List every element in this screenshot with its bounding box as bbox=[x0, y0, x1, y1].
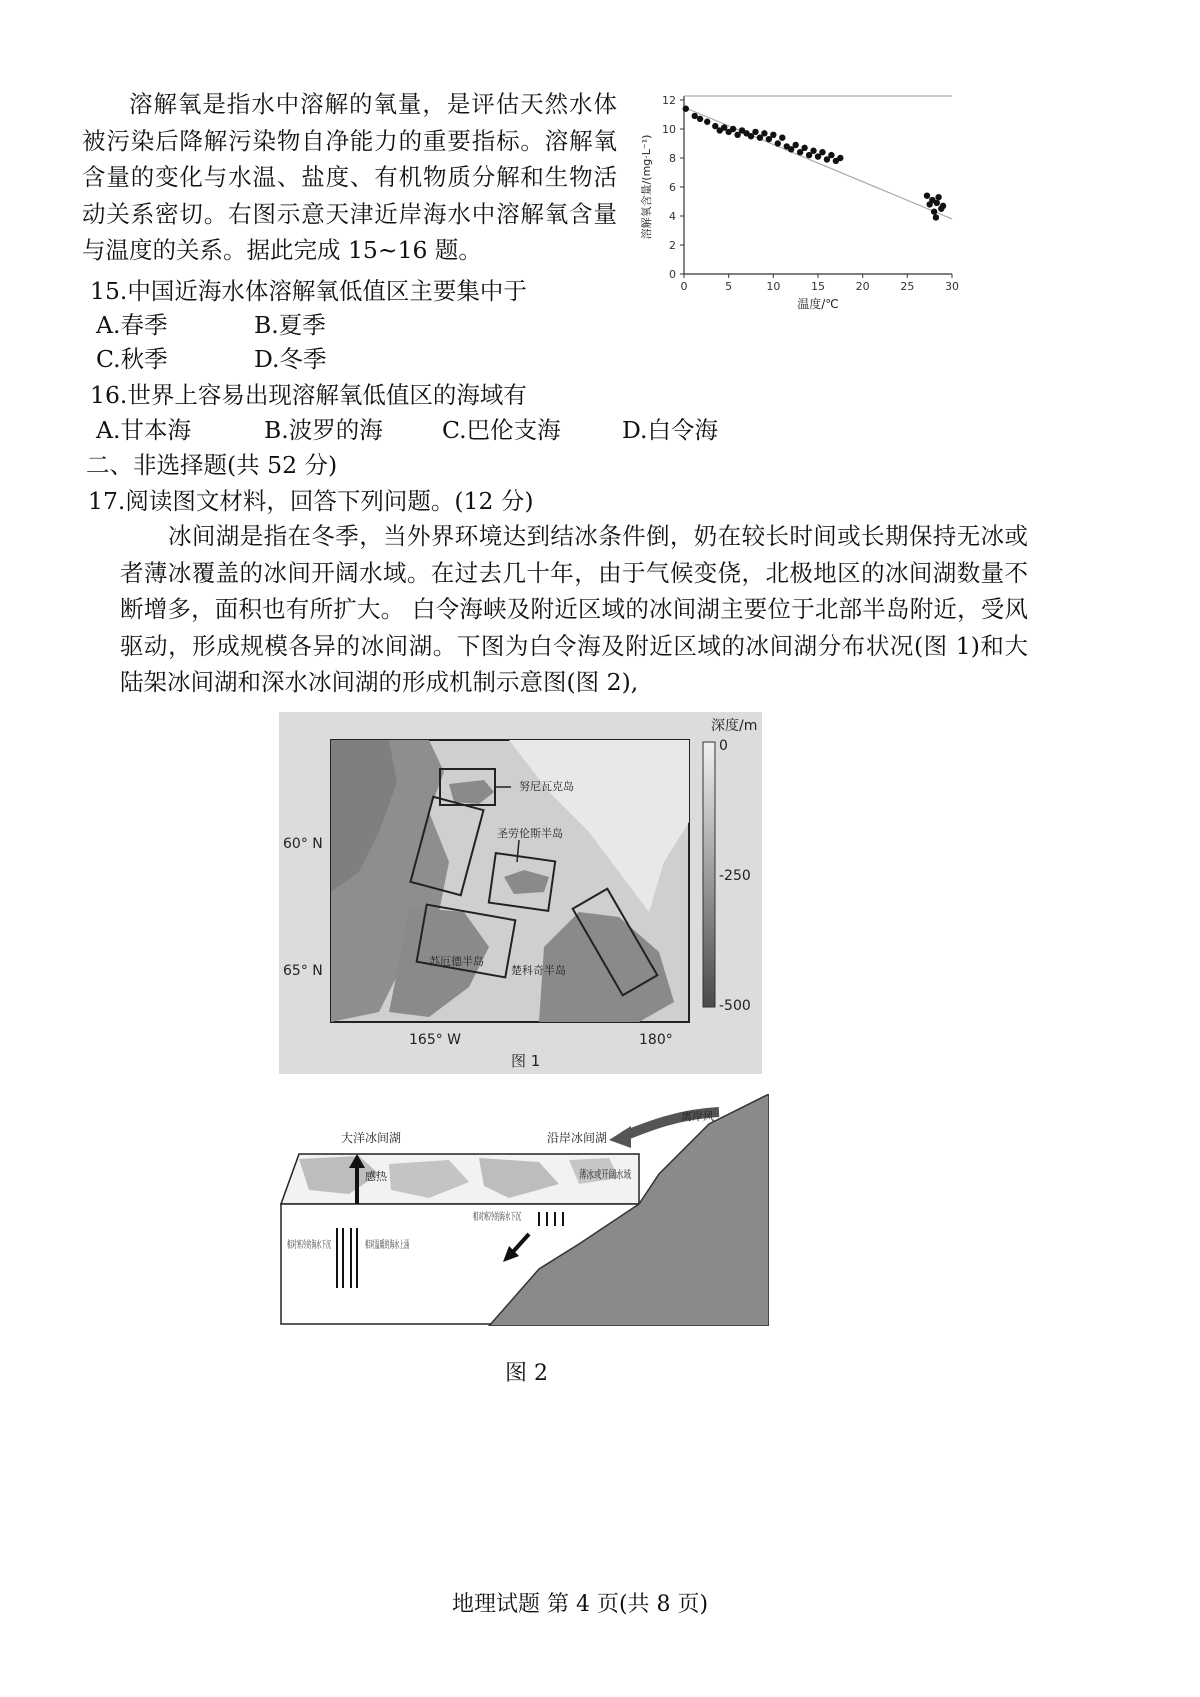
data-point bbox=[828, 152, 834, 158]
label-sensible-heat: 感热 bbox=[365, 1170, 387, 1183]
lat-65-label: 65° N bbox=[283, 963, 323, 979]
q15-option-c[interactable]: C.秋季 bbox=[96, 345, 168, 373]
label-cold-sink-1 bbox=[287, 1238, 331, 1251]
y-tick-label: 4 bbox=[669, 210, 676, 223]
figure-1-map bbox=[279, 712, 762, 1074]
data-point bbox=[697, 116, 703, 122]
do-temperature-chart bbox=[632, 88, 962, 318]
data-point bbox=[810, 148, 816, 154]
page-footer: 地理试题 第 4 页(共 8 页) bbox=[452, 1592, 709, 1617]
q16-option-b[interactable]: B.波罗的海 bbox=[264, 416, 383, 444]
q15-option-d[interactable]: D.冬季 bbox=[254, 345, 327, 373]
y-tick-label: 10 bbox=[662, 123, 676, 136]
q15-option-a[interactable]: A.春季 bbox=[96, 311, 168, 339]
label-warm-upwell bbox=[365, 1238, 409, 1251]
q17-stem: 17.阅读图文材料，回答下列问题。(12 分) bbox=[88, 487, 534, 515]
data-point bbox=[775, 140, 781, 146]
data-point bbox=[924, 193, 930, 199]
data-point bbox=[933, 214, 939, 220]
figure-2-diagram bbox=[279, 1094, 769, 1326]
x-tick-label: 15 bbox=[811, 280, 825, 293]
y-tick-label: 0 bbox=[669, 268, 676, 281]
section-heading: 二、非选择题(共 52 分) bbox=[86, 451, 338, 479]
y-tick-label: 8 bbox=[669, 152, 676, 165]
q15-stem: 15.中国近海水体溶解氧低值区主要集中于 bbox=[90, 277, 527, 305]
depth-colorbar bbox=[703, 742, 715, 1007]
data-point bbox=[934, 200, 940, 206]
data-point bbox=[940, 203, 946, 209]
figure-1-caption: 图 1 bbox=[511, 1052, 541, 1070]
x-tick-label: 10 bbox=[766, 280, 781, 293]
depth-tick-500: -500 bbox=[719, 998, 751, 1014]
label-st-lawrence: 圣劳伦斯半岛 bbox=[497, 827, 563, 840]
figure-2-caption: 图 2 bbox=[505, 1361, 548, 1386]
y-tick-label: 12 bbox=[662, 94, 676, 107]
data-point bbox=[730, 126, 736, 132]
data-point bbox=[779, 135, 785, 141]
q16-option-a[interactable]: A.甘本海 bbox=[96, 416, 191, 444]
label-nunivak: 努尼瓦克岛 bbox=[519, 780, 574, 793]
q15-option-b[interactable]: B.夏季 bbox=[254, 311, 326, 339]
data-point bbox=[792, 142, 798, 148]
q16-option-c[interactable]: C.巴伦支海 bbox=[442, 416, 561, 444]
y-axis-label: 溶解氧含量/(mg·L⁻¹) bbox=[640, 134, 653, 240]
lon-180-label: 180° bbox=[639, 1032, 673, 1048]
label-ocean-polynya: 大洋冰间湖 bbox=[341, 1131, 402, 1145]
data-point bbox=[801, 145, 807, 151]
data-point bbox=[931, 208, 937, 214]
x-tick-label: 0 bbox=[680, 280, 688, 293]
data-point bbox=[770, 132, 776, 138]
depth-tick-0: 0 bbox=[719, 738, 728, 754]
label-thin-ice: 薄冰或开阔水域 bbox=[579, 1168, 656, 1181]
data-point bbox=[935, 194, 941, 200]
lat-60-label: 60° N bbox=[283, 836, 323, 852]
data-point bbox=[752, 129, 758, 135]
data-point bbox=[683, 106, 689, 112]
q16-stem: 16.世界上容易出现溶解氧低值区的海域有 bbox=[90, 381, 527, 409]
x-tick-label: 20 bbox=[855, 280, 870, 293]
label-seward: 苏厄德半岛 bbox=[429, 955, 484, 968]
data-point bbox=[704, 119, 710, 125]
intro-paragraph: 溶解氧是指水中溶解的氧量，是评估天然水体被污染后降解污染物自净能力的重要指标。溶解氧含量的变化与水温、盐度、有机物质分解和生物活动关系密切。右图示意天津近岸海水中溶解氧含量与温度的关系。据此完成 15~16 题。 bbox=[82, 90, 617, 264]
label-chukotka: 楚科奇半岛 bbox=[511, 964, 566, 977]
label-coastal-polynya: 沿岸冰间湖 bbox=[547, 1131, 608, 1145]
x-tick-label: 25 bbox=[900, 280, 915, 293]
y-tick-label: 6 bbox=[669, 181, 676, 194]
label-offshore-wind: 离岸风 bbox=[681, 1110, 714, 1123]
data-point bbox=[761, 130, 767, 136]
depth-tick-250: -250 bbox=[719, 868, 751, 884]
label-cold-sink-2: 相对寒冷的海水下沉 bbox=[473, 1212, 563, 1223]
x-tick-label: 5 bbox=[725, 280, 733, 293]
q17-material: 冰间湖是指在冬季，当外界环境达到结冰条件倒，奶在较长时间或长期保持无冰或者薄冰覆盖的冰间开阔水域。在过去几十年，由于气候变侥，北极地区的冰间湖数量不断增多，面积也有所扩大。 白令海峡及附近区域的冰间湖主要位于北部半岛附近，受风驱动，形成规模各异的冰间湖。下图为白令海及附近区域的冰间湖分布状况(图 1)和大陆架冰间湖和深水冰间湖的形成机制示意图(图 2), bbox=[120, 522, 1028, 696]
x-axis-label: 温度/℃ bbox=[797, 297, 839, 311]
lon-165-label: 165° W bbox=[409, 1032, 462, 1048]
data-point bbox=[819, 149, 825, 155]
x-tick-label: 30 bbox=[945, 280, 959, 293]
depth-title: 深度/m bbox=[711, 718, 758, 734]
trend-line bbox=[684, 107, 952, 219]
data-point bbox=[837, 155, 843, 161]
y-tick-label: 2 bbox=[669, 239, 676, 252]
q16-option-d[interactable]: D.白令海 bbox=[622, 416, 718, 444]
